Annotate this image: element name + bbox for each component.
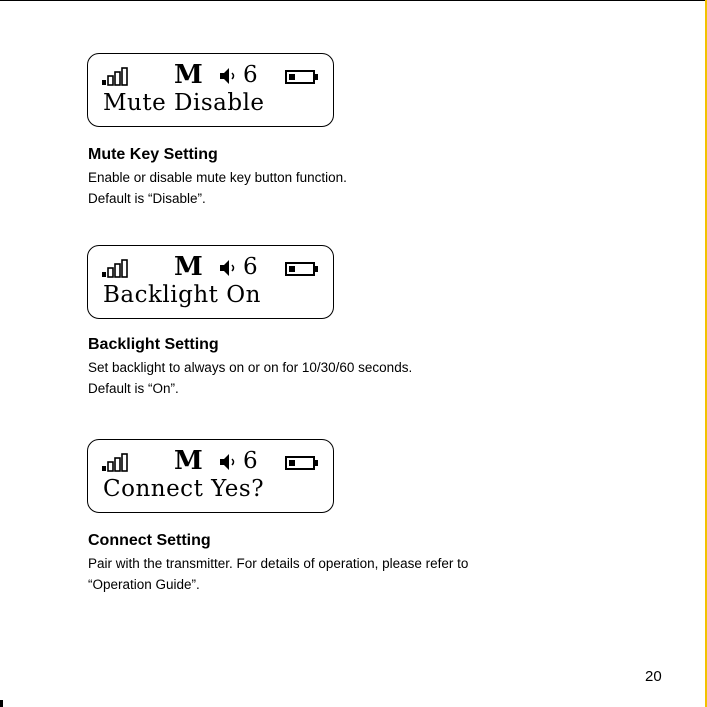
battery-icon	[285, 70, 319, 84]
section-line: Default is “On”.	[88, 381, 179, 396]
mode-indicator: M	[174, 252, 203, 282]
lcd-status-bar	[102, 252, 322, 282]
section-line: Set backlight to always on or on for 10/30/60 seconds.	[88, 360, 413, 375]
lcd-text: Connect Yes?	[103, 476, 265, 502]
lcd-screen-connect	[87, 439, 334, 513]
mode-indicator: M	[174, 446, 203, 476]
lcd-text: Mute Disable	[103, 90, 265, 116]
section-heading: Backlight Setting	[88, 336, 219, 353]
lcd-screen-mute	[87, 53, 334, 127]
section-heading: Connect Setting	[88, 532, 211, 549]
volume-level: 6	[243, 254, 258, 280]
top-border	[0, 0, 705, 1]
volume-icon	[218, 66, 240, 86]
battery-icon	[285, 262, 319, 276]
section-line: Pair with the transmitter. For details of operation, please refer to	[88, 556, 469, 571]
signal-icon	[102, 258, 140, 278]
volume-icon	[218, 452, 240, 472]
lcd-text: Backlight On	[103, 282, 261, 308]
section-line: Default is “Disable”.	[88, 191, 206, 206]
section-line: “Operation Guide”.	[88, 577, 200, 592]
corner-mark	[0, 700, 3, 707]
section-line: Enable or disable mute key button function.	[88, 170, 347, 185]
lcd-status-bar	[102, 446, 322, 476]
mode-indicator: M	[174, 60, 203, 90]
section-heading: Mute Key Setting	[88, 146, 218, 163]
volume-level: 6	[243, 62, 258, 88]
volume-icon	[218, 258, 240, 278]
signal-icon	[102, 452, 140, 472]
volume-level: 6	[243, 448, 258, 474]
signal-icon	[102, 66, 140, 86]
page-number: 20	[645, 668, 662, 685]
lcd-screen-backlight	[87, 245, 334, 319]
lcd-status-bar	[102, 60, 322, 90]
battery-icon	[285, 456, 319, 470]
